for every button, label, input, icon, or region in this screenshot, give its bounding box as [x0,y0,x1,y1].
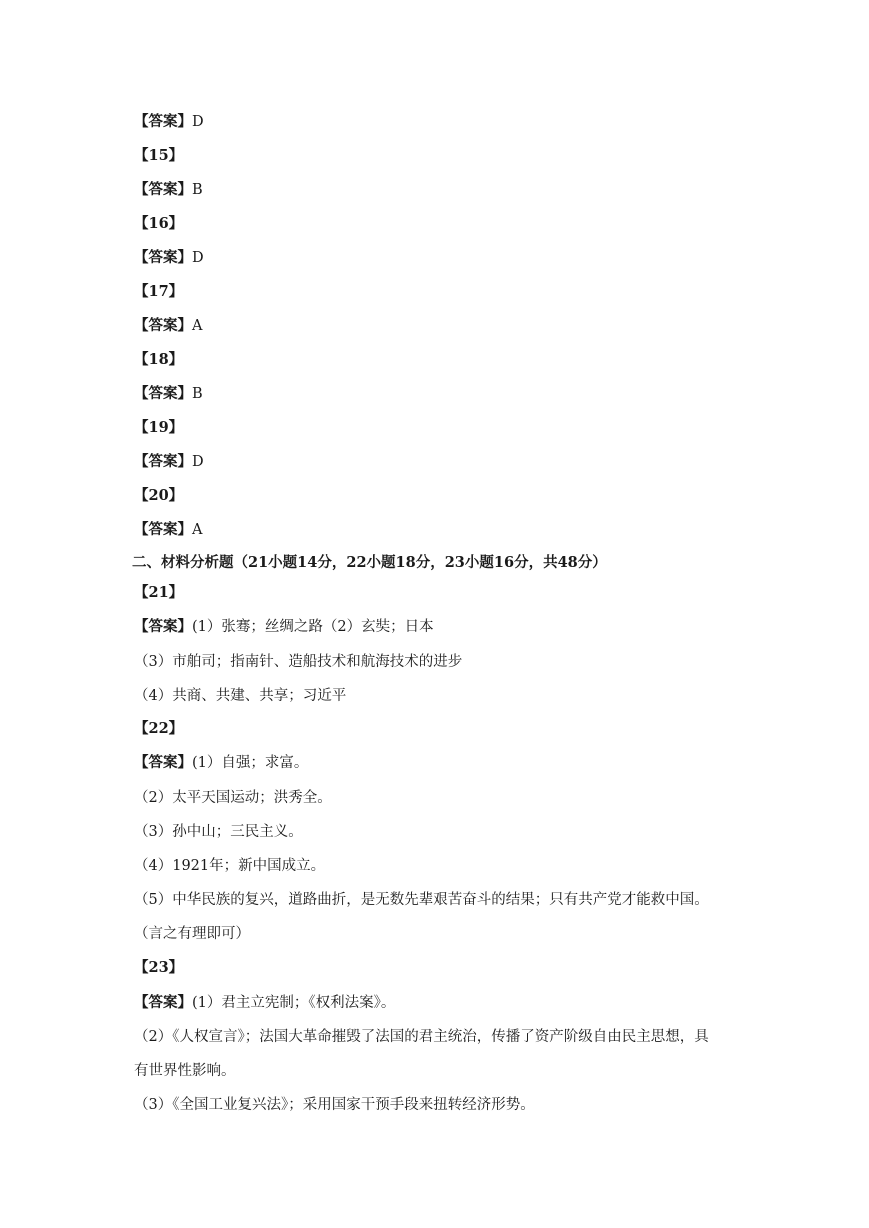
text-line: 有世界性影响。 [134,1063,236,1079]
answer-line [134,112,204,132]
question-number: 【23】 [134,959,184,976]
question-number: 【19】 [134,419,184,436]
answer-tag: 【答案】 [134,249,192,266]
text-line: （4）共商、共建、共享；习近平 [134,688,347,704]
text-line: （3）市舶司；指南针、造船技术和航海技术的进步 [134,654,463,670]
answer-tag: 【答案】 [134,994,192,1011]
answer-tag: 【答案】 [134,385,192,402]
question-number: 【20】 [134,487,184,504]
text-line: （2）太平天国运动；洪秀全。 [134,790,332,806]
answer-tag: 【答案】 [134,754,192,771]
question-number: 【21】 [134,584,184,601]
answer-text: A [192,522,203,538]
answer-line [134,617,434,637]
question-number: 【15】 [134,147,184,164]
answer-text: (1）君主立宪制；《权利法案》。 [192,995,396,1011]
answer-text: D [192,114,204,130]
answer-line [134,753,308,773]
question-number: 【16】 [134,215,184,232]
answer-line [134,452,204,472]
answer-tag: 【答案】 [134,521,192,538]
answer-tag: 【答案】 [134,618,192,635]
answer-text: B [192,386,203,402]
answer-tag: 【答案】 [134,181,192,198]
answer-text: (1）自强；求富。 [192,755,309,771]
answer-line [134,316,202,336]
answer-tag: 【答案】 [134,113,192,130]
question-number: 【22】 [134,720,184,737]
text-line: （4）1921年；新中国成立。 [134,858,326,874]
question-number: 【18】 [134,351,184,368]
answer-text: (1）张骞；丝绸之路（2）玄奘；日本 [192,619,434,635]
answer-text: A [192,318,203,334]
answer-line [134,520,202,540]
text-line: （2）《人权宣言》；法国大革命摧毁了法国的君主统治，传播了资产阶级自由民主思想，具 [134,1029,709,1045]
answer-tag: 【答案】 [134,453,192,470]
text-line: （5）中华民族的复兴，道路曲折，是无数先辈艰苦奋斗的结果；只有共产党才能救中国。 [134,892,709,908]
question-number: 【17】 [134,283,184,300]
text-line: （3）孙中山；三民主义。 [134,824,303,840]
answer-text: D [192,250,204,266]
answer-line [134,180,203,200]
answer-line [134,993,395,1013]
answer-line [134,384,203,404]
answer-text: B [192,182,203,198]
text-line: （3）《全国工业复兴法》；采用国家干预手段来扭转经济形势。 [134,1097,535,1113]
text-line: （言之有理即可） [134,926,250,942]
answer-line [134,248,204,268]
answer-tag: 【答案】 [134,317,192,334]
section-heading: 二、材料分析题（21小题14分，22小题18分，23小题16分，共48分） [132,554,607,571]
answer-text: D [192,454,204,470]
